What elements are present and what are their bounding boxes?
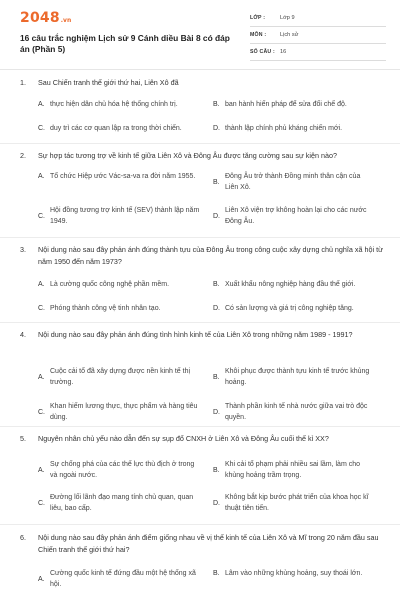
- option-b[interactable]: [213, 99, 395, 110]
- option-b[interactable]: [213, 279, 395, 290]
- question-6: [20, 532, 385, 556]
- page-header: [0, 0, 400, 70]
- option-letter: A.: [38, 373, 45, 381]
- option-letter: B.: [213, 373, 220, 381]
- option-text: Liên Xô viện trợ không hoàn lại cho các nước Đông Âu.: [225, 207, 367, 225]
- meta-value: Lịch sử: [280, 32, 299, 38]
- question-text: Sự hợp tác tương trợ về kinh tế giữa Liên Xô và Đông Âu được tăng cường sau sự kiện nào?: [38, 151, 337, 160]
- option-text: Khi cải tổ phạm phải nhiều sai lầm, làm cho khủng hoảng trầm trọng.: [225, 461, 361, 479]
- option-text: Sự chống phá của các thế lực thù địch ở trong và ngoài nước.: [50, 461, 195, 479]
- option-text: Hội đồng tương trợ kinh tế (SEV) thành lập năm 1949.: [50, 207, 200, 225]
- option-letter: A.: [38, 101, 45, 108]
- option-text: thành lập chính phủ kháng chiến mới.: [225, 125, 343, 132]
- divider: [0, 322, 400, 323]
- option-letter: A.: [38, 281, 45, 288]
- option-text: duy trì các cơ quan lập ra trong thời chiến.: [50, 125, 182, 132]
- option-c[interactable]: [38, 205, 200, 227]
- divider: [0, 143, 400, 144]
- option-letter: A.: [38, 173, 45, 180]
- question-number: 2.: [20, 151, 26, 160]
- meta-row-count: [250, 44, 386, 61]
- question-4: [20, 329, 385, 341]
- option-text: Đường lối lãnh đạo mang tính chủ quan, quan liêu, bao cấp.: [50, 494, 194, 512]
- option-text: Khôi phục được thành tựu kinh tế trước khủng hoảng.: [225, 368, 370, 386]
- option-text: Không bắt kịp bước phát triển của khoa học kĩ thuật tiên tiến.: [225, 494, 369, 512]
- option-letter: D.: [213, 305, 220, 312]
- option-d[interactable]: [213, 123, 395, 134]
- option-letter: C.: [38, 125, 45, 132]
- option-letter: D.: [213, 125, 220, 132]
- meta-label: LỚP :: [250, 15, 266, 21]
- option-a[interactable]: [38, 99, 230, 110]
- question-number: 3.: [20, 245, 26, 254]
- option-letter: B.: [213, 281, 220, 288]
- option-letter: D.: [213, 499, 220, 507]
- question-1: [20, 77, 385, 89]
- divider: [0, 426, 400, 427]
- option-text: Cường quốc kinh tế đứng đầu một hệ thống xã hội.: [50, 570, 196, 588]
- question-5: [20, 433, 385, 445]
- meta-value: Lớp 9: [280, 15, 295, 21]
- option-d[interactable]: [213, 492, 375, 514]
- question-text: Sau Chiến tranh thế giới thứ hai, Liên Xô đã: [38, 78, 179, 87]
- question-text: Nội dung nào sau đây phản ánh đúng tình hình kinh tế của Liên Xô trong những năm 1989 - 1991?: [38, 330, 353, 339]
- logo-text: 2048: [20, 10, 60, 26]
- option-text: Có sản lượng và giá trị công nghiệp tăng.: [225, 305, 354, 312]
- question-text: Nội dung nào sau đây phản ánh đúng thành tựu của Đông Âu trong công cuộc xây dựng chủ nghĩa xã hội từ năm 1950 đến năm 1973?: [38, 245, 383, 266]
- option-text: ban hành hiến pháp để sửa đổi chế độ.: [225, 101, 347, 108]
- option-c[interactable]: [38, 492, 200, 514]
- option-letter: D.: [213, 212, 220, 220]
- option-letter: B.: [213, 101, 220, 108]
- question-text: Nội dung nào sau đây phản ánh điểm giống nhau về vị thế kinh tế của Liên Xô và Mĩ trong 20 năm đầu sau Chiến tranh thế giới thứ hai?: [38, 533, 379, 554]
- option-a[interactable]: [38, 568, 200, 590]
- option-c[interactable]: [38, 303, 220, 314]
- option-b[interactable]: [213, 171, 375, 193]
- option-a[interactable]: [38, 279, 220, 290]
- option-a[interactable]: [38, 366, 200, 388]
- option-letter: C.: [38, 499, 45, 507]
- option-letter: C.: [38, 305, 45, 312]
- question-number: 4.: [20, 330, 26, 339]
- meta-row-grade: [250, 10, 386, 27]
- option-text: Phóng thành công vệ tinh nhân tạo.: [50, 305, 161, 312]
- option-b[interactable]: [213, 568, 375, 579]
- question-number: 6.: [20, 533, 26, 542]
- option-a[interactable]: [38, 459, 200, 481]
- option-letter: C.: [38, 408, 45, 416]
- meta-value: 16: [280, 49, 287, 55]
- question-text: Nguyên nhân chủ yếu nào dẫn đến sự sụp đổ CNXH ở Liên Xô và Đông Âu cuối thế kỉ XX?: [38, 434, 329, 443]
- page-title: 16 câu trắc nghiệm Lịch sử 9 Cánh diều Bài 8 có đáp án (Phần 5): [20, 33, 230, 54]
- option-c[interactable]: [38, 123, 230, 134]
- option-text: Khan hiếm lương thực, thực phẩm và hàng tiêu dùng.: [50, 403, 198, 421]
- meta-label: MÔN :: [250, 32, 267, 38]
- option-letter: B.: [213, 178, 220, 186]
- option-text: Đông Âu trở thành Đồng minh thân cận của Liên Xô.: [225, 173, 361, 191]
- option-text: Là cường quốc công nghệ phần mềm.: [50, 281, 170, 288]
- meta-label: SỐ CÂU :: [250, 49, 275, 55]
- option-letter: B.: [213, 466, 220, 474]
- option-d[interactable]: [213, 303, 395, 314]
- divider: [0, 524, 400, 525]
- question-3: [20, 244, 385, 268]
- option-letter: B.: [213, 570, 220, 577]
- option-a[interactable]: [38, 171, 200, 182]
- option-d[interactable]: [213, 401, 375, 423]
- site-logo[interactable]: [20, 10, 71, 30]
- option-b[interactable]: [213, 366, 375, 388]
- option-letter: A.: [38, 575, 45, 583]
- option-c[interactable]: [38, 401, 200, 423]
- quiz-meta: [250, 10, 386, 61]
- option-text: Thành phần kinh tế nhà nước giữa vai trò độc quyền.: [225, 403, 368, 421]
- option-letter: D.: [213, 408, 220, 416]
- option-letter: A.: [38, 466, 45, 474]
- option-text: Lâm vào những khủng hoảng, suy thoái lớn.: [225, 570, 363, 577]
- question-number: 5.: [20, 434, 26, 443]
- option-text: Tổ chức Hiệp ước Vác-sa-va ra đời năm 1955.: [50, 173, 196, 180]
- option-text: Cuộc cải tổ đã xây dựng được nền kinh tế thị trường.: [50, 368, 191, 386]
- option-d[interactable]: [213, 205, 375, 227]
- question-number: 1.: [20, 78, 26, 87]
- option-text: thực hiện dân chủ hóa hệ thống chính trị.: [50, 101, 178, 108]
- option-text: Xuất khẩu nông nghiệp hàng đầu thế giới.: [225, 281, 356, 288]
- meta-row-subject: [250, 27, 386, 44]
- question-2: [20, 150, 385, 162]
- divider: [0, 237, 400, 238]
- option-letter: C.: [38, 212, 45, 220]
- logo-suffix: .vn: [60, 17, 72, 24]
- option-b[interactable]: [213, 459, 375, 481]
